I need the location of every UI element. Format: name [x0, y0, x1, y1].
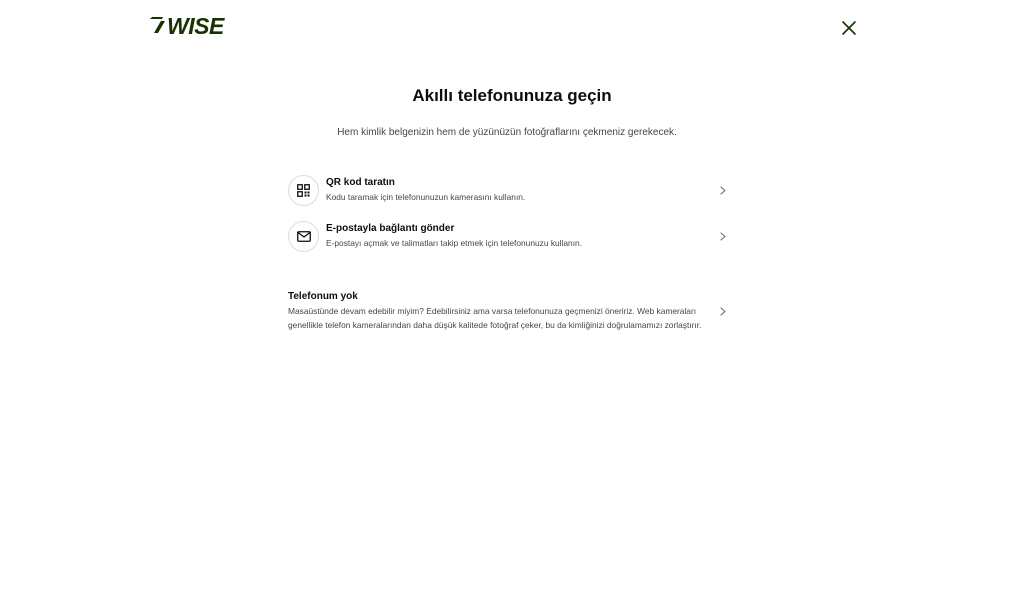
email-link-option-title: E-postayla bağlantı gönder [326, 223, 455, 234]
no-phone-option-title: Telefonum yok [288, 291, 358, 302]
logo-text: WISE [167, 13, 224, 39]
chevron-right-icon [718, 185, 728, 195]
page-subtitle: Hem kimlik belgenizin hem de yüzünüzün fotoğraflarını çekmeniz gerekecek. [337, 127, 677, 138]
close-icon [842, 21, 856, 35]
wise-logo[interactable] [149, 14, 224, 38]
qr-code-option-title: QR kod taratın [326, 177, 395, 188]
qr-code-icon [288, 175, 319, 206]
header [0, 0, 1024, 56]
close-button[interactable] [838, 17, 860, 39]
no-phone-option[interactable] [288, 282, 728, 340]
chevron-right-icon [718, 231, 728, 241]
qr-code-option[interactable] [288, 173, 728, 207]
email-link-option[interactable] [288, 219, 728, 253]
no-phone-option-description: Masaüstünde devam edebilir miyim? Edebilirsiniz ama varsa telefonunuza geçmenizi öneririz. Web kameraları genellikle telefon kameralarından daha düşük kalitede fotoğraf çeker, bu da kimliğinizi doğrulamamızı zorlaştırır. [288, 306, 702, 330]
chevron-right-icon [718, 306, 728, 316]
email-link-option-description: E-postayı açmak ve talimatları takip etmek için telefonunuzu kullanın. [326, 238, 583, 248]
wise-flag-icon [149, 16, 166, 36]
envelope-icon [288, 221, 319, 252]
page-title: Akıllı telefonunuza geçin [412, 86, 612, 105]
qr-code-option-description: Kodu taramak için telefonunuzun kamerasını kullanın. [326, 192, 526, 202]
